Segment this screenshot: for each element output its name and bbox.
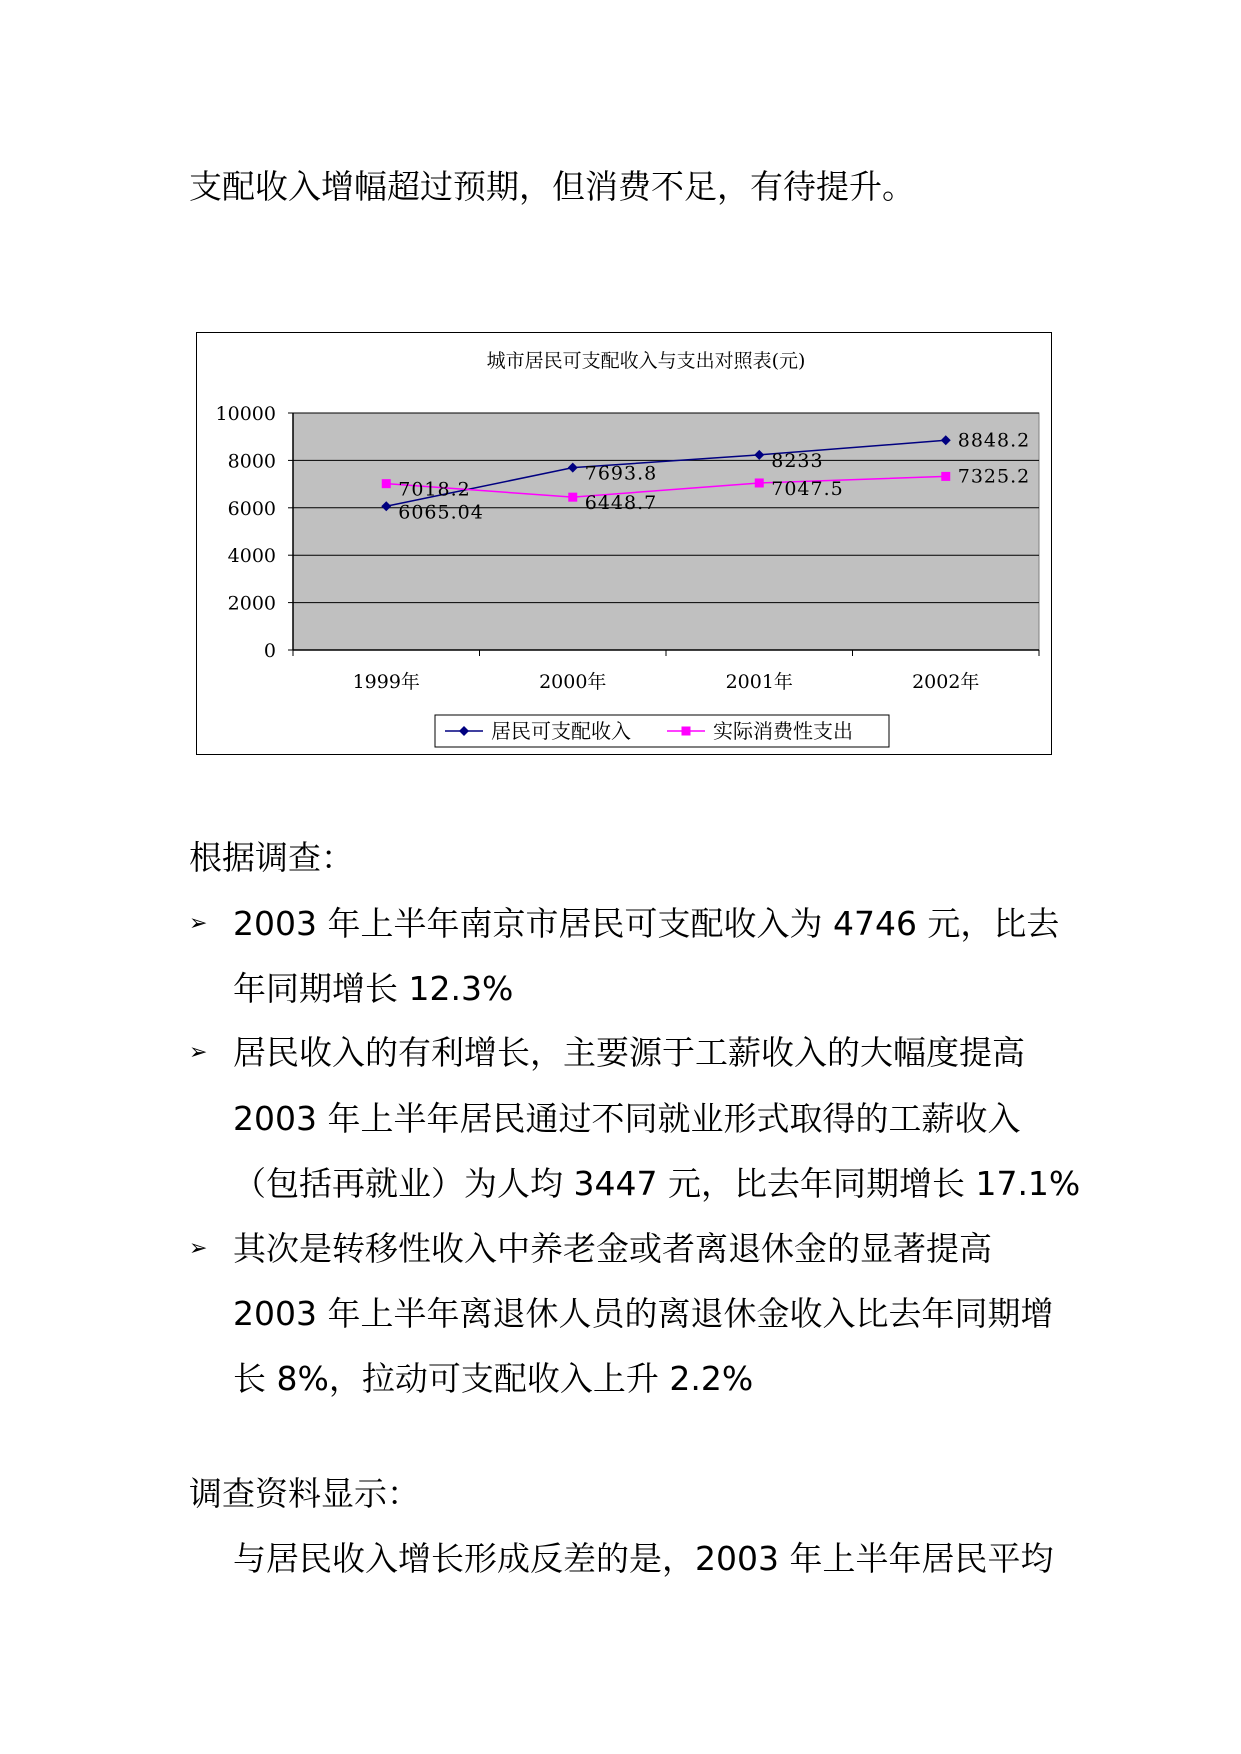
y-tick-label: 0 — [263, 640, 276, 662]
x-tick-label: 2002年 — [912, 671, 980, 693]
y-tick-label: 10000 — [215, 403, 276, 425]
last-line: 与居民收入增长形成反差的是，2003 年上半年居民平均 — [233, 1539, 1054, 1578]
y-tick-label: 2000 — [227, 592, 276, 615]
data-label: 7693.8 — [584, 462, 658, 485]
bullet-3-line-2: 2003 年上半年离退休人员的离退休金收入比去年同期增 — [233, 1294, 1054, 1333]
bullet-3-line-3: 长 8%，拉动可支配收入上升 2.2% — [233, 1359, 754, 1398]
data-label: 8848.2 — [957, 429, 1031, 452]
series-2-point — [755, 478, 764, 487]
data-label: 7047.5 — [771, 477, 844, 500]
bullet-marker: ➢ — [189, 1236, 208, 1261]
section2-heading: 调查资料显示： — [189, 1474, 420, 1513]
y-tick-label: 6000 — [227, 497, 276, 520]
x-tick-label: 2001年 — [725, 671, 793, 693]
data-label: 6065.04 — [398, 501, 484, 524]
data-label: 7018.2 — [398, 478, 471, 501]
series-2-point — [568, 493, 577, 502]
bullet-marker: ➢ — [189, 1040, 208, 1065]
income-expense-chart — [196, 332, 1052, 755]
x-tick-label: 1999年 — [352, 671, 420, 693]
bullet-1-line-2: 年同期增长 12.3% — [233, 969, 514, 1008]
bullet-2-line-2: 2003 年上半年居民通过不同就业形式取得的工薪收入 — [233, 1099, 1021, 1138]
chart-title: 城市居民可支配收入与支出对照表(元) — [486, 350, 806, 372]
bullet-2-line-3: （包括再就业）为人均 3447 元，比去年同期增长 17.1% — [233, 1164, 1081, 1203]
bullet-marker: ➢ — [189, 911, 208, 936]
intro-line: 支配收入增幅超过预期，但消费不足，有待提升。 — [189, 167, 915, 206]
y-tick-label: 4000 — [227, 545, 276, 568]
x-tick-label: 2000年 — [539, 671, 607, 693]
section1-heading: 根据调查： — [189, 838, 354, 877]
bullet-3-line-1: 其次是转移性收入中养老金或者离退休金的显著提高 — [233, 1229, 992, 1268]
bullet-1-line-1: 2003 年上半年南京市居民可支配收入为 4746 元，比去 — [233, 904, 1060, 943]
data-label: 7325.2 — [957, 465, 1031, 488]
legend-label: 居民可支配收入 — [491, 719, 631, 743]
legend-swatch-marker — [682, 727, 691, 736]
data-label: 8233 — [771, 449, 824, 472]
plot-area — [293, 413, 1039, 650]
series-2-point — [382, 479, 391, 488]
legend-label: 实际消费性支出 — [713, 719, 853, 743]
chart-svg — [197, 333, 1050, 753]
data-label: 6448.7 — [584, 492, 658, 515]
series-2-point — [941, 472, 950, 481]
bullet-2-line-1: 居民收入的有利增长，主要源于工薪收入的大幅度提高 — [233, 1033, 1025, 1072]
y-tick-label: 8000 — [227, 450, 276, 473]
